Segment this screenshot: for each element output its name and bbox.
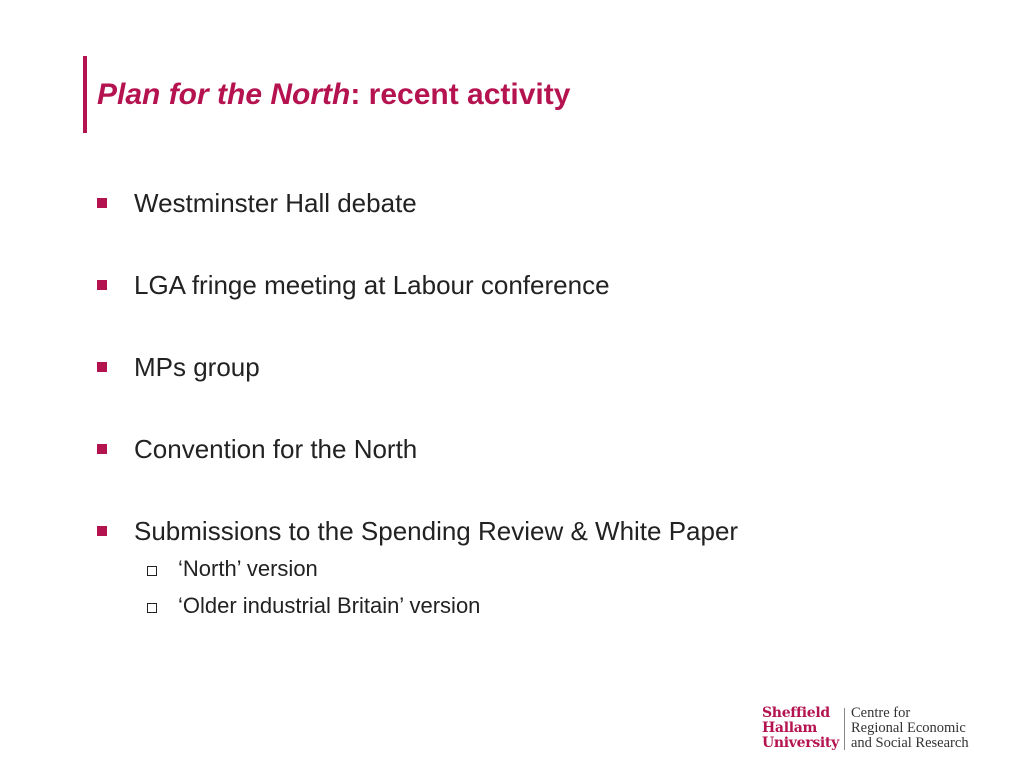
bullet-item: LGA fringe meeting at Labour conference bbox=[134, 270, 610, 300]
sub-bullet-item: ‘Older industrial Britain’ version bbox=[178, 593, 481, 618]
centre-name-line: and Social Research bbox=[851, 735, 969, 751]
logo-divider bbox=[844, 708, 845, 750]
university-name-line: University bbox=[762, 735, 839, 751]
university-name-line: Hallam bbox=[762, 720, 818, 736]
university-name bbox=[762, 706, 839, 751]
sub-bullet-hollow-square-icon bbox=[147, 603, 157, 613]
bullet-square-icon bbox=[97, 444, 107, 454]
bullet-square-icon bbox=[97, 280, 107, 290]
slide-title-italic: Plan for the North bbox=[97, 78, 351, 111]
slide-title bbox=[97, 77, 570, 113]
bullet-item: Submissions to the Spending Review & White Paper bbox=[134, 516, 739, 546]
centre-name bbox=[851, 706, 969, 751]
university-name-line: Sheffield bbox=[762, 705, 830, 721]
bullet-item: Westminster Hall debate bbox=[134, 188, 417, 218]
centre-name-line: Regional Economic bbox=[851, 720, 966, 736]
centre-name-line: Centre for bbox=[851, 705, 911, 721]
bullet-square-icon bbox=[97, 362, 107, 372]
bullet-square-icon bbox=[97, 526, 107, 536]
bullet-item: Convention for the North bbox=[134, 434, 418, 464]
bullet-square-icon bbox=[97, 198, 107, 208]
title-accent-bar bbox=[83, 56, 87, 133]
university-logo bbox=[762, 706, 982, 754]
slide-title-rest: : recent activity bbox=[350, 78, 571, 111]
bullet-item: MPs group bbox=[134, 352, 260, 382]
sub-bullet-item: ‘North’ version bbox=[178, 556, 318, 581]
sub-bullet-hollow-square-icon bbox=[147, 566, 157, 576]
